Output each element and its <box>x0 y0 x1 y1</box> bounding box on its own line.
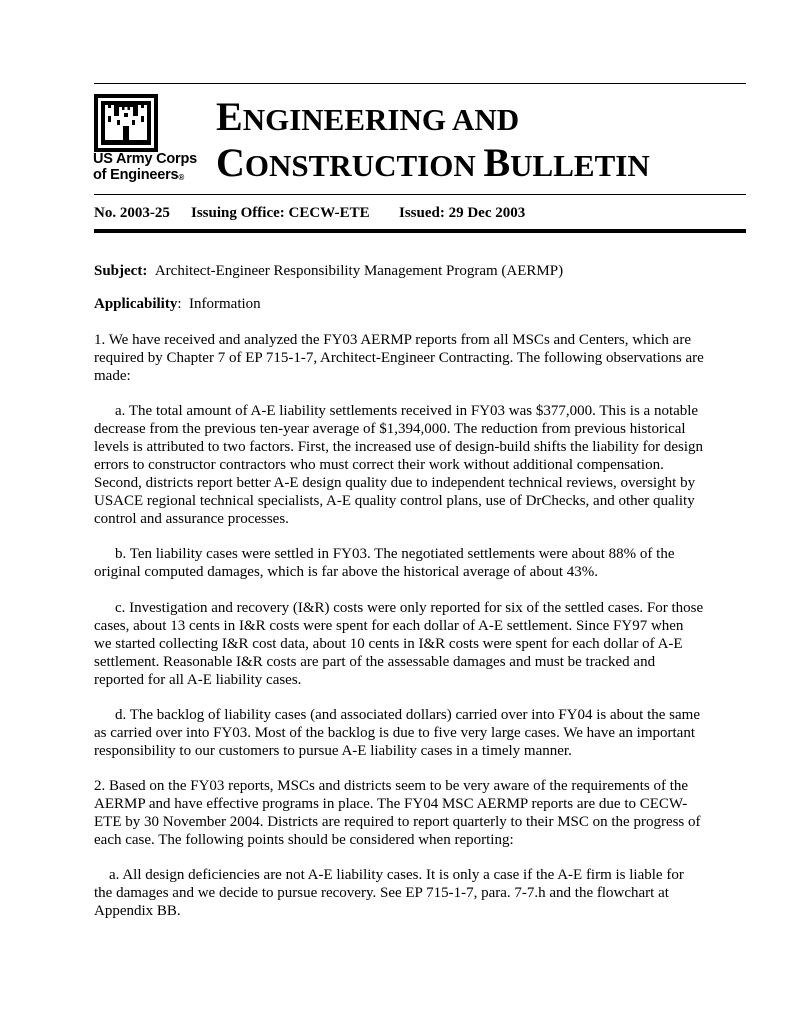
subject-label: Subject: <box>94 263 148 279</box>
subject-text: Architect-Engineer Responsibility Management Program (AERMP) <box>154 263 564 279</box>
header-top-rule <box>94 83 746 84</box>
header-middle-rule <box>94 194 746 195</box>
issue-info <box>94 205 525 222</box>
applicability-text: : Information <box>177 296 261 312</box>
paragraph-1b: b. Ten liability cases were settled in FY03. The negotiated settlements were about 88% of the original computed damages, which is far above the historical average of about 43%. <box>94 546 675 580</box>
registered-mark: ® <box>178 173 185 182</box>
paragraph-2: 2. Based on the FY03 reports, MSCs and districts seem to be very aware of the requirements of the AERMP and have effective programs in place. The FY04 MSC AERMP reports are due to CECW-ETE by 30 November 2004. Districts are required to report quarterly to their MSC on the progress of each case. The following points should be considered when reporting: <box>94 778 701 848</box>
logo-wordmark <box>93 151 197 186</box>
issue-date: Issued: 29 Dec 2003 <box>399 205 526 221</box>
paragraph-1d: d. The backlog of liability cases (and associated dollars) carried over into FY04 is about the same as carried over into FY03. Most of the backlog is due to five very large cases. We have an important responsibility to our customers to pursue A-E liability cases in a timely manner. <box>94 707 700 759</box>
bulletin-title-line1: ENGINEERING AND <box>216 94 520 139</box>
castle-logo-icon <box>94 94 158 152</box>
paragraph-1: 1. We have received and analyzed the FY03 AERMP reports from all MSCs and Centers, which are required by Chapter 7 of EP 715-1-7, Architect-Engineer Contracting. The following observations are made: <box>94 332 704 384</box>
issuing-office: Issuing Office: CECW-ETE <box>191 205 370 221</box>
paragraph-1c: c. Investigation and recovery (I&R) costs were only reported for six of the settled cases. For those cases, about 13 cents in I&R costs were spent for each dollar of A-E settlement. Since FY97 when we started collecting I&R cost data, about 10 cents in I&R costs were spent for each dollar of A-E settlement. Reasonable I&R costs are part of the assessable damages and must be tracked and reported for all A-E liability cases. <box>94 600 704 688</box>
logo-line2: of Engineers® <box>93 167 185 183</box>
bulletin-title-line2: CONSTRUCTION BULLETIN <box>216 140 650 185</box>
bulletin-number: No. 2003-25 <box>94 205 170 221</box>
paragraph-1a: a. The total amount of A-E liability settlements received in FY03 was $377,000. This is a notable decrease from the previous ten-year average of $1,394,000. The reduction from previous historical levels is attributed to two factors. First, the increased use of design-build shifts the liability for design errors to constructor contractors who must correct their work without additional compensation. Second, districts report better A-E design quality due to independent technical reviews, oversight by USACE regional technical specialists, A-E quality control plans, use of DrChecks, and other quality control and assurance processes. <box>94 403 704 527</box>
logo-line1: US Army Corps <box>93 151 198 167</box>
applicability-label: Applicability <box>94 296 178 312</box>
paragraph-2a: a. All design deficiencies are not A-E liability cases. It is only a case if the A-E firm is liable for the damages and we decide to pursue recovery. See EP 715-1-7, para. 7-7.h and the flowchart at Appendix BB. <box>94 867 684 919</box>
subject-line <box>94 262 704 280</box>
header-bottom-rule <box>94 229 746 233</box>
applicability-line <box>94 295 704 313</box>
